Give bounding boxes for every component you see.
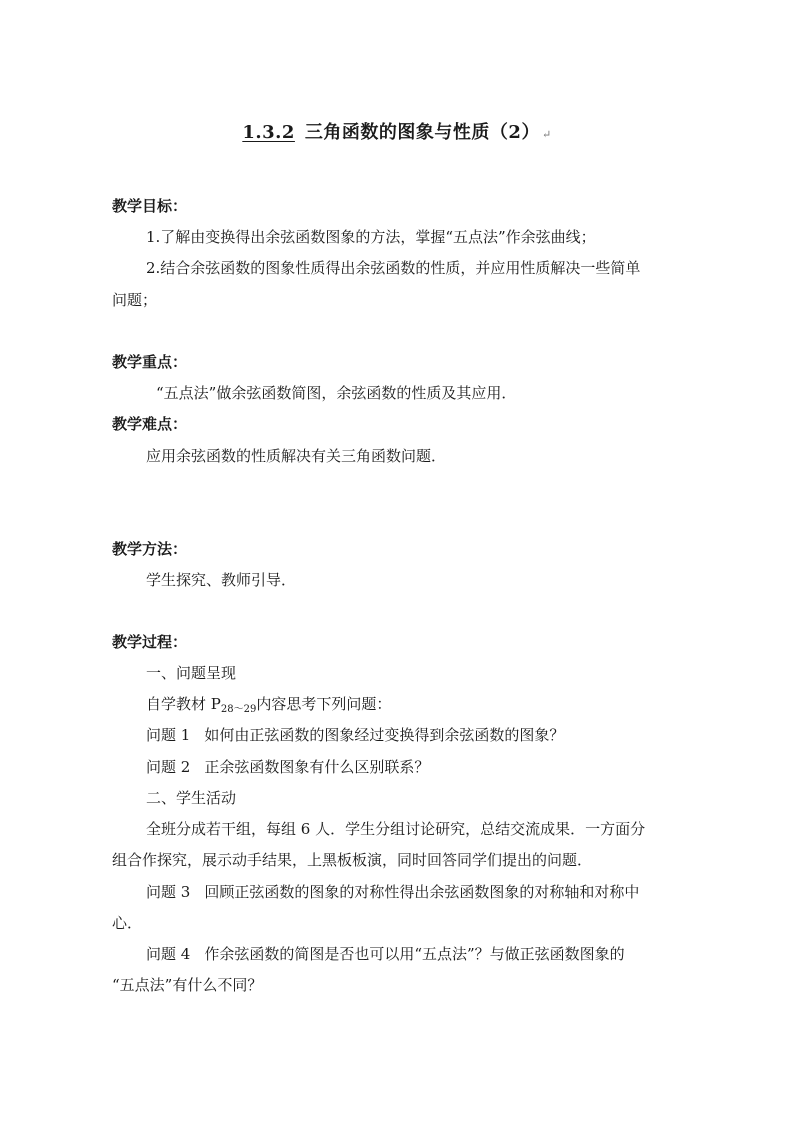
question-4-label: 问题 4 [146, 945, 191, 963]
key-points-text: “五点法”做余弦函数简图，余弦函数的性质及其应用． [156, 384, 517, 402]
question-1 [146, 725, 682, 745]
question-1-label: 问题 1 [146, 726, 191, 744]
process-section-2: 二、学生活动 [146, 789, 237, 807]
activity-line-1: 全班分成若干组，每组 6 人．学生分组讨论研究，总结交流成果．一方面分 [146, 820, 646, 838]
objectives-heading: 教学目标： [112, 197, 188, 215]
question-4-text-line-1: 作余弦函数的简图是否也可以用“五点法”？与做正弦函数图象的 [204, 945, 625, 963]
question-3-text-line-2: 心． [112, 914, 143, 932]
paragraph-mark-icon: ↵ [541, 128, 552, 141]
objective-item-2-line-2: 问题； [112, 291, 158, 309]
page-title [0, 118, 794, 144]
question-2 [146, 757, 682, 777]
activity-line-2: 组合作探究，展示动手结果，上黑板板演，同时回答同学们提出的问题． [112, 851, 593, 869]
process-section-1: 一、问题呈现 [146, 664, 237, 682]
question-3-text-line-1: 回顾正弦函数的图象的对称性得出余弦函数图象的对称轴和对称中 [204, 883, 640, 901]
question-4 [146, 944, 682, 964]
objective-item-2-line-1: 2.结合余弦函数的图象性质得出余弦函数的性质，并应用性质解决一些简单 [146, 259, 641, 277]
question-3-label: 问题 3 [146, 883, 191, 901]
self-study-prefix: 自学教材 P [146, 695, 221, 713]
methods-heading: 教学方法： [112, 540, 188, 558]
title-number: 1.3.2 [242, 122, 295, 143]
objective-item-1: 1.了解由变换得出余弦函数图象的方法，掌握“五点法”作余弦曲线； [146, 228, 596, 246]
difficulties-text: 应用余弦函数的性质解决有关三角函数问题． [146, 447, 447, 465]
question-3 [146, 882, 682, 902]
question-1-text: 如何由正弦函数的图象经过变换得到余弦函数的图象？ [204, 726, 565, 744]
title-text: 三角函数的图象与性质（2） [304, 122, 540, 143]
process-heading: 教学过程： [112, 633, 188, 651]
question-4-text-line-2: “五点法”有什么不同？ [112, 976, 263, 994]
difficulties-heading: 教学难点： [112, 415, 188, 433]
question-2-label: 问题 2 [146, 758, 191, 776]
self-study-pages: 28～29 [220, 704, 257, 715]
methods-text: 学生探究、教师引导． [146, 571, 297, 589]
key-points-heading: 教学重点： [112, 353, 188, 371]
question-2-text: 正余弦函数图象有什么区别联系？ [204, 758, 430, 776]
self-study-suffix: 内容思考下列问题： [256, 695, 392, 713]
self-study-line [146, 694, 682, 720]
